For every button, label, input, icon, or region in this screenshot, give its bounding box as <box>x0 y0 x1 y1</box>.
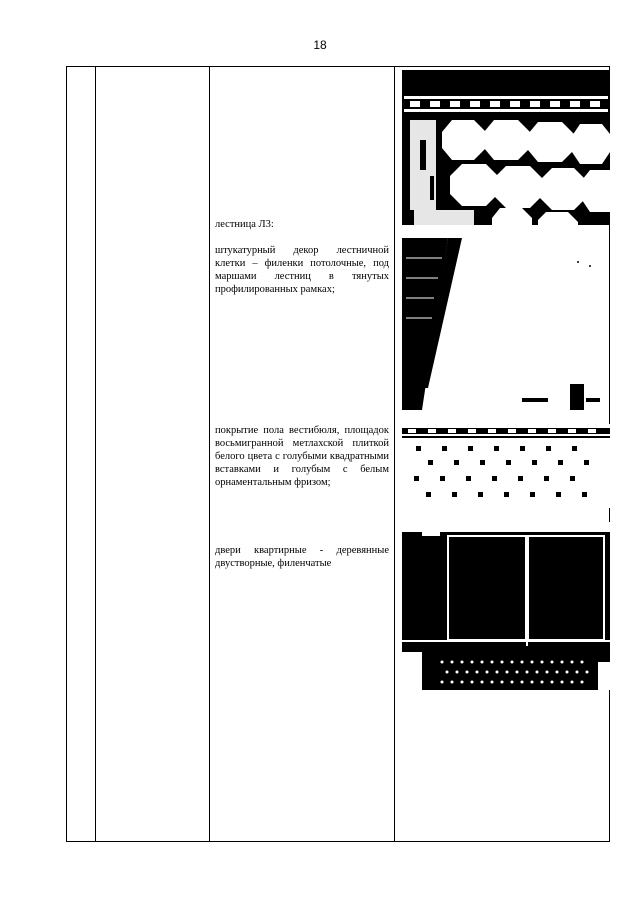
photo-floor-tiles-frieze <box>402 70 610 225</box>
page-number: 18 <box>313 38 327 52</box>
entry-staircase-label: лестница Л3: <box>215 219 274 230</box>
entry-stucco-decor: штукатурный декор лестничной клетки – филенки потолочные, под маршами лестниц в тянутых профилированных рамках; <box>215 245 389 295</box>
photo-apartment-doors <box>402 522 610 690</box>
entry-apartment-doors: двери квартирные - деревянные двустворные, филенчатые <box>215 545 389 569</box>
column-divider-3 <box>394 67 395 841</box>
column-divider-2 <box>209 67 210 841</box>
photo-stucco-ceiling-panels <box>402 238 602 410</box>
column-divider-1 <box>95 67 96 841</box>
photo-octagonal-tiles <box>402 424 610 508</box>
entry-floor-covering: покрытие пола вестибюля, площадок восьмигранной метлахской плиткой белого цвета с голубыми квадратными вставками и голубым с белым орнаментальным фризом; <box>215 425 389 488</box>
